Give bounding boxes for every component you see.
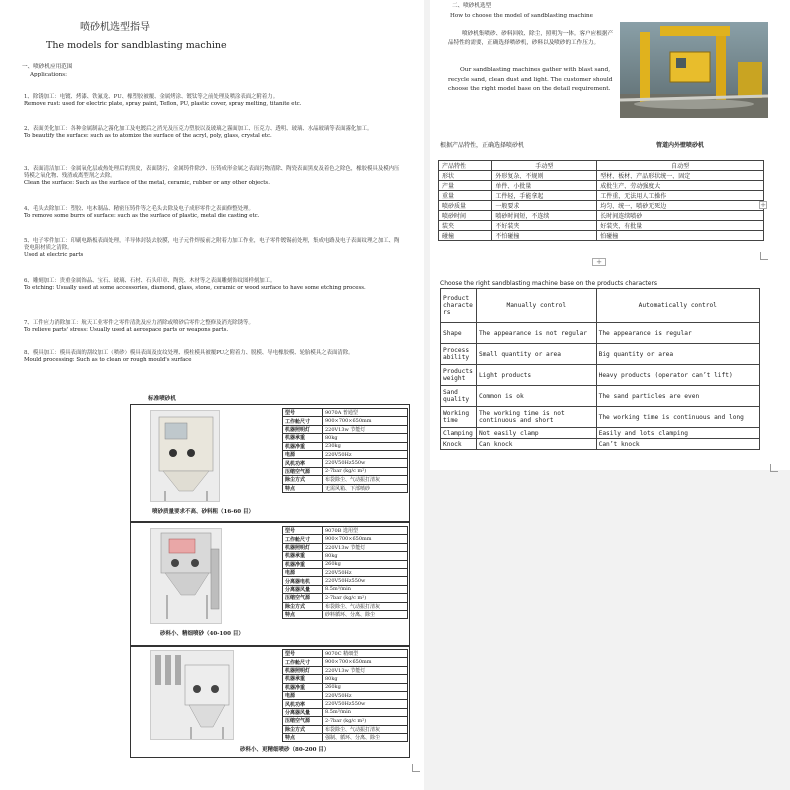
factory-machine-illustration bbox=[620, 22, 768, 118]
spec-label-cell: 特点 bbox=[283, 733, 323, 741]
spec-label-cell: 型号 bbox=[283, 650, 323, 658]
table-row bbox=[439, 171, 764, 181]
spec-value-cell: 260kg bbox=[323, 560, 408, 568]
paragraph-1 bbox=[24, 94, 402, 108]
paragraph-2 bbox=[24, 126, 402, 140]
table-cell: Knock bbox=[441, 439, 477, 450]
table-row bbox=[441, 407, 760, 428]
spec-row bbox=[283, 666, 408, 674]
table-cell: The appearance is not regular bbox=[476, 323, 596, 344]
table-cell: 成批生产、劳动强度大 bbox=[597, 181, 764, 191]
spec-value-cell: 9070C 精细型 bbox=[323, 650, 408, 658]
table-cell: The appearance is regular bbox=[596, 323, 759, 344]
spec-row bbox=[283, 484, 408, 492]
table-cell: 不怕碰撞 bbox=[492, 231, 597, 241]
table-cell: 长时间连续喷砂 bbox=[597, 211, 764, 221]
spec-value-cell: 2-7bar (kg/c m²) bbox=[323, 717, 408, 725]
spec-row bbox=[283, 658, 408, 666]
spec-value-cell: 9070A 普通型 bbox=[323, 409, 408, 417]
spec-value-cell: 900×700×650mm bbox=[323, 658, 408, 666]
paragraph-4 bbox=[24, 206, 402, 220]
paragraph-3-en: Clean the surface: Such as the surface of the metal, ceramic, rubber or any other objects. bbox=[24, 180, 270, 186]
page-crop-mark-3 bbox=[770, 464, 778, 472]
table-cell: Working time bbox=[441, 407, 477, 428]
spec-row bbox=[283, 459, 408, 467]
paragraph-4-en: To remove some burrs of surface: such as the surface of plastic, metal die casting etc. bbox=[24, 213, 260, 219]
spec-label-cell: 电源 bbox=[283, 568, 323, 576]
table-header-row bbox=[439, 161, 764, 171]
spec-label-cell: 特点 bbox=[283, 484, 323, 492]
page-crop-mark-2 bbox=[760, 252, 768, 260]
table-cell: 喷砂时间短，不连续 bbox=[492, 211, 597, 221]
spec-label-cell: 压缩空气源 bbox=[283, 467, 323, 475]
cabinet-illustration-9070a bbox=[151, 411, 221, 503]
spec-row bbox=[283, 543, 408, 551]
table-cell: 单件、小批量 bbox=[492, 181, 597, 191]
spec-row bbox=[283, 602, 408, 610]
table-row bbox=[439, 191, 764, 201]
table-row bbox=[441, 344, 760, 365]
table-cell: The working time is not continuous and short bbox=[476, 407, 596, 428]
spec-label-cell: 分离器电机 bbox=[283, 577, 323, 585]
spec-value-cell: 80kg bbox=[323, 675, 408, 683]
paragraph-6-cn: 6、雕刻加工：贵重金属饰品、宝石、玻璃、石材、石头印章、陶瓷、木材等之表面雕刻饰纹图样刻加工。 bbox=[24, 278, 276, 284]
spec-row bbox=[283, 683, 408, 691]
spec-value-cell: 230kg bbox=[323, 442, 408, 450]
spec-row bbox=[283, 691, 408, 699]
spec-row bbox=[283, 476, 408, 484]
paragraph-7 bbox=[24, 320, 402, 334]
spec-label-cell: 机器承重 bbox=[283, 434, 323, 442]
table-row bbox=[439, 221, 764, 231]
spec-value-cell: 220V50Hz550w bbox=[323, 577, 408, 585]
paragraph-4-cn: 4、毛头去除加工：塑胶、电木制品、精密压铸件等之毛头去除及电子成形零件之表面修整处理。 bbox=[24, 206, 254, 212]
selection-table-cn bbox=[438, 160, 764, 241]
spec-label-cell: 除尘方式 bbox=[283, 725, 323, 733]
table-cell: Easily and lots clamping bbox=[596, 428, 759, 439]
paragraph-2-cn: 2、表面美化加工：各种金属制品之霧化加工及电镀后之消光及压克力塑胶以及玻璃之霧面加工、压克力、透明、玻璃、水晶玻璃等表面霧化加工。 bbox=[24, 126, 373, 132]
spec-row bbox=[283, 425, 408, 433]
table-row bbox=[439, 181, 764, 191]
spec-row bbox=[283, 527, 408, 535]
table-cell: 喷砂质量 bbox=[439, 201, 492, 211]
table-row bbox=[439, 231, 764, 241]
table-cell: 重量 bbox=[439, 191, 492, 201]
spec-label-cell: 机器承重 bbox=[283, 552, 323, 560]
paragraph-3-cn: 3、表面清洁加工：金属氧化层或热处理后的黑皮，表面锈污，金属铸件除沙、压铸成形金属之表面污物清除、陶瓷表面黑皮及着色之除色，橡胶模具及模内压铸模之氧化物、残渣或离型剂之去除。 bbox=[24, 166, 400, 179]
spec-value-cell: 布袋除尘、气动振打清灰 bbox=[323, 602, 408, 610]
page-crop-mark bbox=[412, 764, 420, 772]
spec-label-cell: 机器照明灯 bbox=[283, 425, 323, 433]
spec-label-cell: 压缩空气源 bbox=[283, 594, 323, 602]
section-heading-applications: 一、喷砂机应用范围 bbox=[22, 64, 73, 70]
paragraph-1-en: Remove rust: used for electric plate, spray paint, Teflon, PU, plastic cover, spray melting, titanite etc. bbox=[24, 101, 302, 107]
spec-row bbox=[283, 650, 408, 658]
paragraph-6 bbox=[24, 278, 402, 292]
spec-row bbox=[283, 417, 408, 425]
table-header-cell: Manually control bbox=[476, 289, 596, 323]
spec-value-cell: 布袋除尘、气动振打清灰 bbox=[323, 476, 408, 484]
table-cell: Heavy products (operator can’t lift) bbox=[596, 365, 759, 386]
spec-value-cell: 220V50Hz550w bbox=[323, 700, 408, 708]
spec-label-cell: 机器照明灯 bbox=[283, 666, 323, 674]
spec-row bbox=[283, 708, 408, 716]
spec-value-cell: 无需风箱、下部喷砂 bbox=[323, 484, 408, 492]
table-cell: 工件轻，手能拿起 bbox=[492, 191, 597, 201]
table-row bbox=[441, 323, 760, 344]
intro-paragraph-cn: 喷砂机集喷砂、砂料回收、除尘，照明为一体。客户应根据产品特性的需要，正确选择喷砂机，砂料以及喷砂的工作压力。 bbox=[448, 31, 614, 46]
spec-row bbox=[283, 700, 408, 708]
table-cell: 碰撞 bbox=[439, 231, 492, 241]
table-cell: Big quantity or area bbox=[596, 344, 759, 365]
spec-block-3-caption: 砂料小、更精细喷砂（80-200 目） bbox=[240, 747, 330, 753]
paragraph-7-en: To relieve parts' stress: Usually used at aerospace parts or weapons parts. bbox=[24, 327, 229, 333]
spec-row bbox=[283, 725, 408, 733]
table-row bbox=[441, 428, 760, 439]
table-add-column-button[interactable]: + bbox=[760, 201, 766, 209]
spec-table-9070c bbox=[282, 649, 408, 742]
spec-value-cell: 220V13w 节能灯 bbox=[323, 666, 408, 674]
table-cell: 外形复杂、不规则 bbox=[492, 171, 597, 181]
machine-photo-9070a bbox=[150, 410, 220, 502]
table-cell: 怕碰撞 bbox=[597, 231, 764, 241]
table-header-cell: Automatically control bbox=[596, 289, 759, 323]
spec-value-cell: 砂料循环、分离、除尘 bbox=[323, 610, 408, 618]
spec-label-cell: 特点 bbox=[283, 610, 323, 618]
table-cell: Process ability bbox=[441, 344, 477, 365]
spec-value-cell: 900×700×650mm bbox=[323, 417, 408, 425]
spec-row bbox=[283, 409, 408, 417]
spec-block-1-caption: 喷砂质量要求不高、砂料粗（16-60 目） bbox=[152, 509, 255, 515]
spec-value-cell: 9070B 选用型 bbox=[323, 527, 408, 535]
spec-label-cell: 风机功率 bbox=[283, 459, 323, 467]
table-cell: Not easily clamp bbox=[476, 428, 596, 439]
pipe-sandblasting-machine-photo bbox=[620, 22, 768, 118]
spec-table-9070b bbox=[282, 526, 408, 619]
table-cell: 好装夹，有批量 bbox=[597, 221, 764, 231]
spec-label-cell: 工作舱尺寸 bbox=[283, 535, 323, 543]
spec-row bbox=[283, 552, 408, 560]
selection-table-en bbox=[440, 288, 760, 450]
spec-label-cell: 工作舱尺寸 bbox=[283, 658, 323, 666]
table-cell: 工件重，无法用人工操作 bbox=[597, 191, 764, 201]
table-cell: 不好装夹 bbox=[492, 221, 597, 231]
choose-by-characteristics-heading: 根据产品特性，正确选择喷砂机 bbox=[440, 142, 525, 149]
table-row bbox=[441, 365, 760, 386]
cabinet-illustration-9070c bbox=[151, 651, 235, 741]
spec-row bbox=[283, 467, 408, 475]
spec-value-cell: 强制、循环、分离、除尘 bbox=[323, 733, 408, 741]
spec-value-cell: 900×700×650mm bbox=[323, 535, 408, 543]
spec-value-cell: 220V50Hz bbox=[323, 568, 408, 576]
spec-row bbox=[283, 594, 408, 602]
spec-value-cell: 2-7bar (kg/c m²) bbox=[323, 594, 408, 602]
spec-block-2-caption: 砂料小、精细喷砂（40-100 目） bbox=[160, 631, 244, 637]
paragraph-8-en: Mould processing: Such as to clean or rough mould's surface bbox=[24, 357, 192, 363]
spec-label-cell: 机器净重 bbox=[283, 560, 323, 568]
table-add-row-button[interactable]: + bbox=[592, 258, 606, 266]
table-cell: Shape bbox=[441, 323, 477, 344]
table-row bbox=[441, 386, 760, 407]
table-row bbox=[441, 439, 760, 450]
spec-label-cell: 工作舱尺寸 bbox=[283, 417, 323, 425]
paragraph-5-en: Used at electric parts bbox=[24, 252, 84, 258]
table-cell: The working time is continuous and long bbox=[596, 407, 759, 428]
paragraph-7-cn: 7、工件应力消除加工：航天工业零件之零件清洗及应力消除或喷砂后零件之整修及消光除锈等。 bbox=[24, 320, 254, 326]
table-cell: 均匀、统一，喷砂无死边 bbox=[597, 201, 764, 211]
paragraph-5-cn: 5、电子零件加工：印刷电路板表面处理，半导体封装去胶膜，电子元件焊接前之附着力加工作业，电子零件镀锡前处理，集成电路及电子表面纹理之加工、陶瓷电阻材质之清除。 bbox=[24, 238, 400, 251]
spec-label-cell: 分离器风量 bbox=[283, 708, 323, 716]
intro-paragraph-en: Our sandblasting machines gather with blast sand, recycle sand, clean dust and light. The customer should choose the right model base on the detail requirement. bbox=[448, 67, 613, 92]
table-cell: 形状 bbox=[439, 171, 492, 181]
table-row bbox=[439, 211, 764, 221]
spec-table-9070a bbox=[282, 408, 408, 493]
applications-label: Applications: bbox=[30, 72, 68, 78]
spec-label-cell: 电源 bbox=[283, 450, 323, 458]
spec-row bbox=[283, 610, 408, 618]
title-english: The models for sandblasting machine bbox=[46, 40, 227, 51]
spec-label-cell: 除尘方式 bbox=[283, 602, 323, 610]
spec-row bbox=[283, 560, 408, 568]
cabinet-illustration-9070b bbox=[151, 529, 223, 625]
spec-label-cell: 机器净重 bbox=[283, 442, 323, 450]
spec-label-cell: 机器净重 bbox=[283, 683, 323, 691]
spec-row bbox=[283, 733, 408, 741]
table-header-cell: 自动型 bbox=[597, 161, 764, 171]
spec-row bbox=[283, 535, 408, 543]
spec-value-cell: 8.5m³/min bbox=[323, 585, 408, 593]
spec-value-cell: 220V50Hz bbox=[323, 691, 408, 699]
table-row bbox=[439, 201, 764, 211]
spec-row bbox=[283, 450, 408, 458]
section-heading-selection: 二、喷砂机选型 bbox=[452, 3, 492, 9]
paragraph-3 bbox=[24, 166, 402, 187]
paragraph-5 bbox=[24, 238, 402, 259]
spec-block-1-header: 标准喷砂机 bbox=[148, 396, 176, 402]
table-cell: Can knock bbox=[476, 439, 596, 450]
spec-value-cell: 80kg bbox=[323, 552, 408, 560]
spec-label-cell: 压缩空气源 bbox=[283, 717, 323, 725]
table-cell: Products weight bbox=[441, 365, 477, 386]
table-cell: 喷砂时间 bbox=[439, 211, 492, 221]
table-cell: 装夹 bbox=[439, 221, 492, 231]
paragraph-6-en: To etching: Usually used at some accessories, diamond, glass, stone, ceramic or wood surface to have some etching process. bbox=[24, 285, 366, 291]
spec-row bbox=[283, 717, 408, 725]
spec-row bbox=[283, 675, 408, 683]
table-header-cell: 手动型 bbox=[492, 161, 597, 171]
spec-label-cell: 机器照明灯 bbox=[283, 543, 323, 551]
spec-row bbox=[283, 434, 408, 442]
table-cell: Sand quality bbox=[441, 386, 477, 407]
machine-photo-9070b bbox=[150, 528, 222, 624]
spec-label-cell: 分离器风量 bbox=[283, 585, 323, 593]
table-cell: Common is ok bbox=[476, 386, 596, 407]
spec-row bbox=[283, 577, 408, 585]
title-chinese: 喷砂机选型指导 bbox=[80, 22, 150, 33]
spec-label-cell: 机器承重 bbox=[283, 675, 323, 683]
spec-label-cell: 电源 bbox=[283, 691, 323, 699]
spec-label-cell: 风机功率 bbox=[283, 700, 323, 708]
paragraph-8 bbox=[24, 350, 402, 364]
pipe-machine-caption: 管道内外壁喷砂机 bbox=[656, 142, 705, 149]
table-cell: 一般要求 bbox=[492, 201, 597, 211]
spec-value-cell: 220V13w 节能灯 bbox=[323, 425, 408, 433]
table-cell: Small quantity or area bbox=[476, 344, 596, 365]
spec-value-cell: 260kg bbox=[323, 683, 408, 691]
spec-value-cell: 220V50Hz bbox=[323, 450, 408, 458]
spec-value-cell: 220V13w 节能灯 bbox=[323, 543, 408, 551]
table-cell: Light products bbox=[476, 365, 596, 386]
spec-row bbox=[283, 585, 408, 593]
machine-photo-9070c bbox=[150, 650, 234, 740]
spec-value-cell: 2-7bar (kg/c m²) bbox=[323, 467, 408, 475]
spec-value-cell: 80kg bbox=[323, 434, 408, 442]
spec-label-cell: 型号 bbox=[283, 527, 323, 535]
spec-label-cell: 型号 bbox=[283, 409, 323, 417]
table-cell: Clamping bbox=[441, 428, 477, 439]
table-en-heading: Choose the right sandblasting machine base on the products characters bbox=[440, 280, 658, 287]
paragraph-2-en: To beautify the surface: such as to atomize the surface of the acryl, poly, glass, crystal etc. bbox=[24, 133, 272, 139]
spec-value-cell: 布袋除尘、气动振打清灰 bbox=[323, 725, 408, 733]
spec-row bbox=[283, 568, 408, 576]
table-header-row bbox=[441, 289, 760, 323]
spec-value-cell: 8.5m³/min bbox=[323, 708, 408, 716]
selection-subtitle-en: How to choose the model of sandblasting machine bbox=[450, 13, 593, 19]
table-cell: 型材、板材、产品形状统一、固定 bbox=[597, 171, 764, 181]
table-cell: The sand particles are even bbox=[596, 386, 759, 407]
spec-row bbox=[283, 442, 408, 450]
table-header-cell: 产品特性 bbox=[439, 161, 492, 171]
table-cell: 产量 bbox=[439, 181, 492, 191]
spec-label-cell: 除尘方式 bbox=[283, 476, 323, 484]
table-header-cell: Product characters bbox=[441, 289, 477, 323]
table-cell: Can’t knock bbox=[596, 439, 759, 450]
spec-value-cell: 220V50Hz550w bbox=[323, 459, 408, 467]
paragraph-1-cn: 1、除锈加工：电镀、烤漆、铁氟龙、PU、橡塑胶被覆、金属烤涂、镀钛等之前处理及喷涂表面之附着力。 bbox=[24, 94, 279, 100]
paragraph-8-cn: 8、模具加工：模具表面的刮纹加工（喷砂）模具表面及皮纹处理、模柱模具被覆PU之附着力、脱模、导电橡胶模、轮胎模具之表面清除。 bbox=[24, 350, 354, 356]
